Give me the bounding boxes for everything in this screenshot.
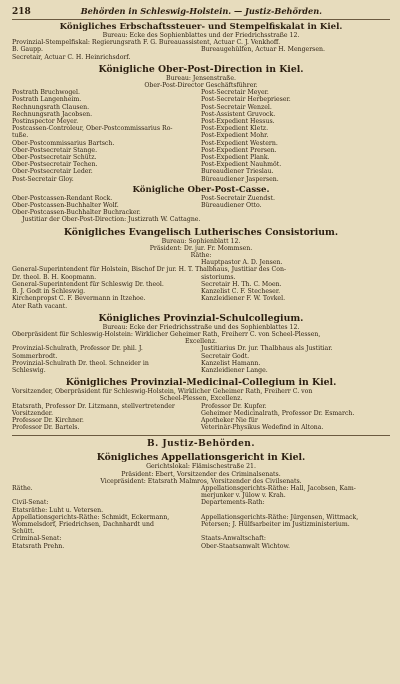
text-row	[12, 295, 390, 302]
text-line: Scheel-Plessen, Excellenz.	[159, 395, 243, 403]
row-left: B. Gaupp.	[12, 46, 43, 54]
bureau-line: Bureau: Jensenstraße.	[166, 74, 236, 82]
row-right: Post-Expedient Western.	[201, 139, 278, 147]
text-line: Vorsitzender, Oberpräsident für Schleswig-Holstein, Wirklicher Geheimer Rath, Freiherr C. von	[12, 388, 313, 396]
text-line: Oberpräsident für Schleswig-Holstein: Wirklicher Geheimer Rath, Freiherr C. von Scheel-Plessen,	[12, 330, 321, 338]
row-right: Staats-Anwaltschaft:	[201, 535, 266, 543]
text-row	[12, 266, 390, 273]
row-left: Schütt.	[12, 528, 35, 536]
text-row	[12, 168, 390, 175]
text-row	[12, 111, 390, 118]
personnel-list	[12, 345, 390, 374]
row-right: Post-Secretair Zuendst.	[201, 194, 275, 202]
text-row	[12, 499, 390, 506]
text-line: Gerichtslokal: Flämischestraße 21.	[146, 463, 256, 471]
text-row	[12, 521, 390, 528]
text-row	[12, 202, 390, 209]
row-left: Dr. theol. B. H. Koopmann.	[12, 273, 97, 281]
row-left: Schleswig.	[12, 366, 46, 374]
text-row	[12, 403, 390, 410]
row-left: Professor Dr. Kirchner.	[12, 416, 84, 424]
text-line: Secretair, Actuar C. H. Heinrichsdorf.	[12, 53, 131, 61]
section-title: Königliche Ober-Post-Direction in Kiel.	[98, 63, 304, 75]
text-line: Präsident: Ebert, Vorsitzender des Criminalsenats.	[121, 470, 281, 478]
row-right: Petersen; J. Hülfsarbeiter im Justizministerium.	[201, 520, 350, 528]
row-right: Post-Secretair Wenzel.	[201, 103, 272, 111]
row-left: Etatsrath, Professor Dr. Litzmann, stellvertretender	[12, 402, 175, 410]
text-row	[12, 514, 390, 521]
row-right: Post-Expedient Hessus.	[201, 118, 275, 126]
row-right: Veterinär-Physikus Wedefind in Altona.	[201, 424, 324, 432]
row-left: tuße.	[12, 132, 29, 140]
row-right: Appellationsgerichts-Räthe: Hall, Jacobsen, Kam-	[201, 484, 356, 492]
row-left: Provinzial-Schulrath, Professor Dr. phil. J.	[12, 345, 143, 353]
bureau-line: Bureau: Ecke der Friedrichsstraße und des Sophienblattes 12.	[102, 323, 300, 331]
text-row	[12, 259, 390, 266]
row-right: Kanzelist Hamann.	[201, 359, 261, 367]
text-row	[12, 417, 390, 424]
row-left: Etatsräthe: Luht u. Vetersen.	[12, 506, 104, 514]
row-left: Rechnungsrath Jacobsen.	[12, 110, 93, 118]
row-right	[201, 266, 390, 273]
text-row	[12, 507, 390, 514]
row-right: sistoriums.	[201, 273, 236, 281]
row-right: Professor Dr. Kupfer.	[201, 402, 267, 410]
text-row	[12, 147, 390, 154]
row-left: Etatsrath Prehn.	[12, 542, 65, 550]
row-left: General-Superintendent für Holstein, Bischof Dr jur. H. T. Thalbhaus, Justitiar des Con-	[12, 266, 287, 274]
row-left: Ober-Postcassen-Rendant Rock.	[12, 194, 113, 202]
row-left: Postcassen-Controleur, Ober-Postcommissarius Ro-	[12, 125, 173, 133]
text-row	[12, 360, 390, 367]
text-row	[12, 485, 390, 492]
row-left: Rechnungsrath Clausen.	[12, 103, 90, 111]
text-row	[12, 104, 390, 111]
row-right: Büreaudiener Jaspersen.	[201, 175, 279, 183]
row-left: Kirchenpropst C. F. Bevermann in Itzehoe.	[12, 295, 146, 303]
row-left: Post-Secretair Gloy.	[12, 175, 74, 183]
row-right: Secretair Godt.	[201, 352, 250, 360]
president-line: Präsident: Dr. jur. Fr. Mommsen.	[149, 244, 253, 252]
text-row	[12, 281, 390, 288]
row-left: Ater Rath vacant.	[12, 302, 68, 310]
row-left: Postrath Bruchwogel.	[12, 89, 80, 97]
row-right: Post-Expedient Kletz.	[201, 125, 269, 133]
row-left	[12, 492, 201, 499]
row-left: Wommelsdorf, Friedrichsen, Dachnhardt und	[12, 520, 154, 528]
section-title: Königliches Erbschaftssteuer- und Stempelfiskalat in Kiel.	[59, 22, 343, 32]
row-left: Sommerbrodt.	[12, 352, 58, 360]
row-right: Büreaudiener Otto.	[201, 202, 262, 210]
text-row	[12, 176, 390, 183]
row-left: Ober-Postcommissarius Bartsch.	[12, 139, 115, 147]
row-left: Ober-Postsecretair Stange.	[12, 146, 98, 154]
personnel-list	[12, 403, 390, 432]
row-left: Ober-Postcassen-Buchhalter Buchracker.	[12, 209, 141, 217]
text-row	[12, 367, 390, 374]
row-left: General-Superintendent für Schleswig Dr. theol.	[12, 280, 164, 288]
row-left: Räthe.	[12, 484, 33, 492]
section-title: Königliches Provinzial-Medicinal-Collegium in Kiel.	[65, 377, 337, 389]
director-line: Ober-Post-Director Geschäftsführer.	[144, 82, 258, 90]
text-row	[12, 492, 390, 499]
row-left: Ober-Postsecretair Leder.	[12, 168, 93, 176]
row-right: Hauptpastor A. D. Jensen.	[201, 259, 283, 267]
row-left: Professor Dr. Bartels.	[12, 424, 80, 432]
text-row	[12, 161, 390, 168]
text-line: Provinzial-Stempelfiskal: Regierungsrath F. G. Bureauassistent, Actuar C. J. Venkhoff.	[12, 39, 281, 47]
row-right: Post-Secretair Herbeprieser.	[201, 96, 291, 104]
row-right	[201, 303, 390, 310]
personnel-list	[12, 195, 390, 217]
text-row	[12, 424, 390, 431]
text-row	[12, 89, 390, 96]
text-row	[12, 125, 390, 132]
text-line: Excellenz.	[185, 338, 217, 346]
row-right: Bureaudiener Trieslau.	[201, 168, 274, 176]
row-right: Departements-Rath:	[201, 499, 265, 507]
text-row	[12, 535, 390, 542]
note-line: Justitiar der Ober-Post-Direction: Justizrath W. Cattagne.	[22, 216, 201, 224]
row-left: Postinspector Meyer.	[12, 118, 79, 126]
row-right	[201, 528, 390, 535]
row-right: Kanzelist C. F. Stecheser.	[201, 288, 281, 296]
personnel-list	[12, 89, 390, 183]
row-left: Ober-Postsecretair Schütz.	[12, 154, 97, 162]
text-line: Vicepräsident: Etatsrath Malmros, Vorsitzender des Civilsenats.	[100, 477, 302, 485]
row-right: Post-Expedient Mohr.	[201, 132, 269, 140]
row-left: Criminal-Senat:	[12, 535, 62, 543]
text-row	[12, 209, 390, 216]
text-row	[12, 353, 390, 360]
row-right: Post-Secretair Meyer.	[201, 89, 269, 97]
text-row	[12, 303, 390, 310]
running-title: Behörden in Schleswig-Holstein. — Justiz-Behörden.	[80, 6, 323, 16]
row-left: Ober-Postsecretair Techen.	[12, 161, 98, 169]
row-right: Geheimer Medicinalrath, Professor Dr. Esmarch.	[201, 409, 355, 417]
row-right: merjunker v. Jülow v. Krah.	[201, 492, 286, 500]
row-left: Civil-Senat:	[12, 499, 49, 507]
text-row	[12, 528, 390, 535]
text-row	[12, 96, 390, 103]
row-right	[201, 507, 390, 514]
text-row	[12, 274, 390, 281]
text-row	[12, 132, 390, 139]
page-number: 218	[12, 7, 31, 17]
text-row	[12, 154, 390, 161]
text-row	[12, 410, 390, 417]
section-title: Königliches Appellationsgericht in Kiel.	[96, 452, 306, 464]
row-right: Secretair H. Th. C. Moen.	[201, 280, 282, 288]
row-right: Post-Expedient Plank.	[201, 154, 270, 162]
row-left: Ober-Postcassen-Buchhalter Wolf.	[12, 202, 119, 210]
section-title: Königliches Provinzial-Schulcollegium.	[98, 312, 304, 324]
row-left: B. J. Godt in Schleswig.	[12, 288, 86, 296]
row-left	[12, 259, 201, 266]
text-row	[12, 543, 390, 550]
bureau-line: Bureau: Ecke des Sophienblattes und der Friedrichsstraße 12.	[102, 32, 300, 39]
row-left: Postrath Langenheim.	[12, 96, 82, 104]
bureau-line: Bureau: Sophienblatt 12.	[161, 237, 241, 245]
text-row	[12, 195, 390, 202]
row-right: Kanzleidiener Lange.	[201, 366, 268, 374]
text-row	[12, 118, 390, 125]
row-right	[201, 209, 390, 216]
row-right: Appellationsgerichts-Räthe: Jürgensen, Wittmack,	[201, 513, 359, 521]
row-left: Appellationsgerichts-Räthe: Schmidt, Eckermann,	[12, 513, 170, 521]
section-title: Königliches Evangelisch Lutherisches Consistorium.	[63, 226, 339, 238]
row-right: Bureaugehülfen, Actuar H. Mengersen.	[201, 46, 325, 54]
running-header	[12, 6, 390, 20]
row-right: Post-Expedient Nauhmöt.	[201, 161, 282, 169]
text-row	[12, 345, 390, 352]
raethe-heading: Räthe:	[190, 252, 212, 260]
personnel-list	[12, 259, 390, 309]
personnel-list	[12, 485, 390, 550]
section-title: Königliche Ober-Post-Casse.	[132, 184, 270, 195]
row-right: Kanzleidiener F. W. Tovkel.	[201, 295, 286, 303]
text-row	[12, 46, 390, 53]
row-right: Post-Expedient Prersen.	[201, 146, 277, 154]
row-left: Provinzial-Schulrath Dr. theol. Schneider in	[12, 359, 149, 367]
row-left: Vorsitzender.	[12, 409, 53, 417]
row-right: Justitiarius Dr. jur. Thalbhaus als Justitiar.	[201, 345, 333, 353]
part-heading: B. Justiz-Behörden.	[12, 435, 390, 449]
row-right: Ober-Staatsanwalt Wichtow.	[201, 542, 291, 550]
row-right: Post-Assistent Gruvock.	[201, 110, 276, 118]
text-row	[12, 288, 390, 295]
row-right: Apotheker Nie für	[201, 416, 258, 424]
text-row	[12, 140, 390, 147]
